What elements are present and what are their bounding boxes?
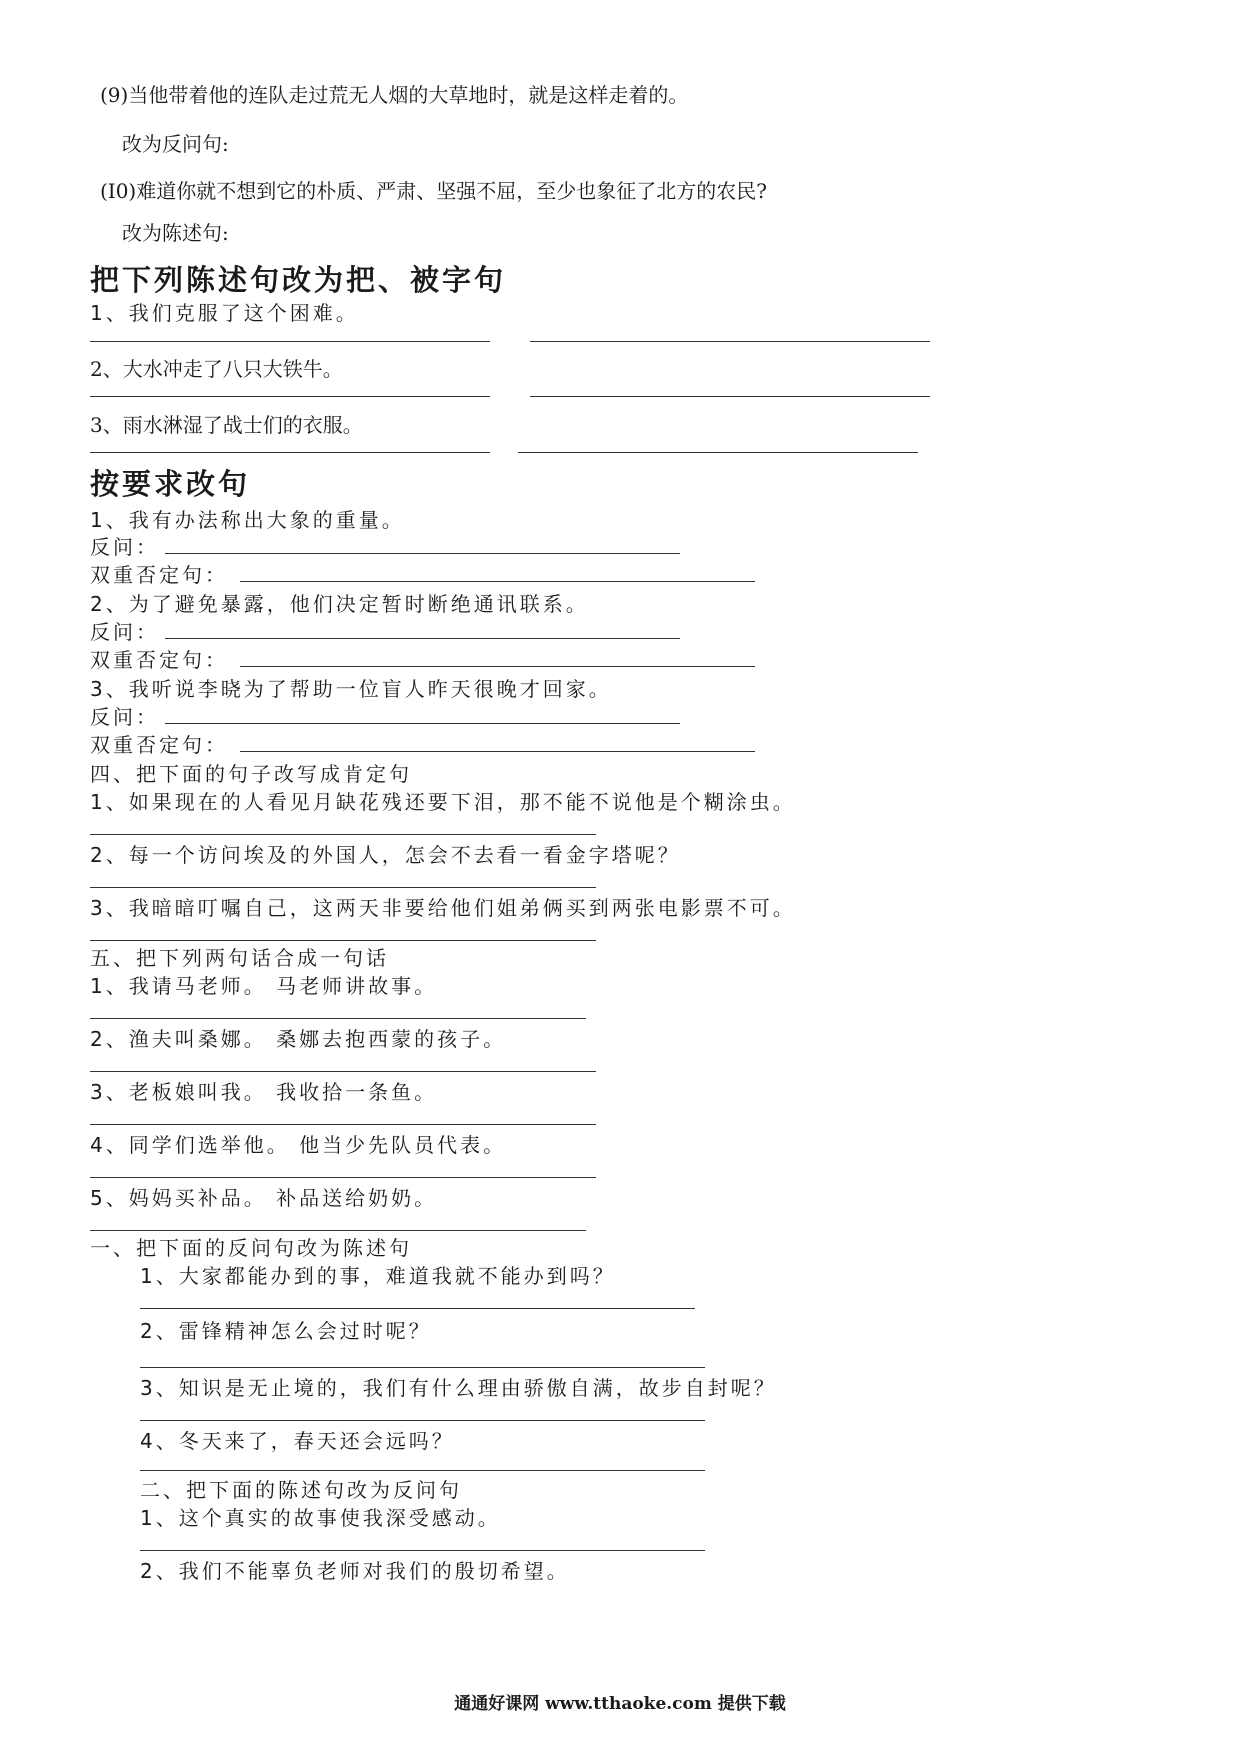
- answer-line: [90, 1071, 596, 1072]
- answer-line: [240, 751, 755, 752]
- sec5-item-3: 3、老板娘叫我。 我收拾一条鱼。: [90, 1080, 438, 1104]
- answer-line: [90, 452, 490, 453]
- answer-line: [90, 1177, 596, 1178]
- section-title-1: 一、把下面的反问句改为陈述句: [90, 1236, 412, 1260]
- answer-line: [140, 1367, 705, 1368]
- gaiju-item-3: 3、我听说李晓为了帮助一位盲人昨天很晚才回家。: [90, 677, 612, 701]
- answer-line: [90, 940, 596, 941]
- sec4-item-3: 3、我暗暗叮嘱自己，这两天非要给他们姐弟俩买到两张电影票不可。: [90, 896, 796, 920]
- label-shuangchong: 双重否定句：: [90, 563, 228, 587]
- section-title-2: 二、把下面的陈述句改为反问句: [140, 1478, 462, 1502]
- answer-line: [530, 396, 930, 397]
- answer-line: [240, 666, 755, 667]
- answer-line: [240, 581, 755, 582]
- ba-bei-item-2: 2、大水冲走了八只大铁牛。: [90, 357, 343, 381]
- gaiju-item-1: 1、我有办法称出大象的重量。: [90, 508, 405, 532]
- sec5-item-5: 5、妈妈买补品。 补品送给奶奶。: [90, 1186, 438, 1210]
- sec5-item-4: 4、同学们选举他。 他当少先队员代表。: [90, 1133, 507, 1157]
- answer-line: [165, 723, 680, 724]
- answer-line: [140, 1308, 695, 1309]
- answer-line: [90, 1230, 586, 1231]
- section-title-5: 五、把下列两句话合成一句话: [90, 946, 389, 970]
- label-shuangchong: 双重否定句：: [90, 648, 228, 672]
- section-title-gaiju: 按要求改句: [90, 467, 251, 501]
- answer-line: [140, 1550, 705, 1551]
- sec1-item-2: 2、雷锋精神怎么会过时呢？: [140, 1319, 432, 1343]
- answer-line: [518, 452, 918, 453]
- section-title-ba-bei: 把下列陈述句改为把、被字句: [90, 263, 507, 297]
- answer-line: [140, 1420, 705, 1421]
- gaiju-item-2: 2、为了避免暴露，他们决定暂时断绝通讯联系。: [90, 592, 589, 616]
- section-title-4: 四、把下面的句子改写成肯定句: [90, 762, 412, 786]
- label-fanwen: 反问：: [90, 620, 159, 644]
- sec5-item-2: 2、渔夫叫桑娜。 桑娜去抱西蒙的孩子。: [90, 1027, 507, 1051]
- answer-line: [90, 1018, 586, 1019]
- sec1-item-3: 3、知识是无止境的，我们有什么理由骄傲自满，故步自封呢？: [140, 1376, 777, 1400]
- q9-instruction: 改为反问句:: [122, 132, 229, 156]
- sec1-item-1: 1、大家都能办到的事，难道我就不能办到吗？: [140, 1264, 616, 1288]
- answer-line: [90, 396, 490, 397]
- label-fanwen: 反问：: [90, 705, 159, 729]
- answer-line: [90, 834, 596, 835]
- q10-instruction: 改为陈述句:: [122, 221, 229, 245]
- answer-line: [165, 553, 680, 554]
- sec4-item-2: 2、每一个访问埃及的外国人，怎会不去看一看金字塔呢？: [90, 843, 681, 867]
- label-fanwen: 反问：: [90, 535, 159, 559]
- sec4-item-1: 1、如果现在的人看见月缺花残还要下泪，那不能不说他是个糊涂虫。: [90, 790, 796, 814]
- footer-credit: 通通好课网 www.tthaoke.com 提供下载: [454, 1694, 786, 1714]
- answer-line: [90, 1124, 596, 1125]
- q9-text: (9)当他带着他的连队走过荒无人烟的大草地时，就是这样走着的。: [100, 83, 689, 107]
- sec1-item-4: 4、冬天来了，春天还会远吗？: [140, 1429, 455, 1453]
- sec2-item-2: 2、我们不能辜负老师对我们的殷切希望。: [140, 1559, 570, 1583]
- ba-bei-item-3: 3、雨水淋湿了战士们的衣服。: [90, 413, 363, 437]
- label-shuangchong: 双重否定句：: [90, 733, 228, 757]
- answer-line: [90, 887, 596, 888]
- answer-line: [90, 341, 490, 342]
- answer-line: [165, 638, 680, 639]
- answer-line: [530, 341, 930, 342]
- ba-bei-item-1: 1、我们克服了这个困难。: [90, 301, 359, 325]
- sec5-item-1: 1、我请马老师。 马老师讲故事。: [90, 974, 438, 998]
- answer-line: [140, 1470, 705, 1471]
- q10-text: (I0)难道你就不想到它的朴质、严肃、坚强不屈，至少也象征了北方的农民?: [100, 179, 767, 203]
- sec2-item-1: 1、这个真实的故事使我深受感动。: [140, 1506, 501, 1530]
